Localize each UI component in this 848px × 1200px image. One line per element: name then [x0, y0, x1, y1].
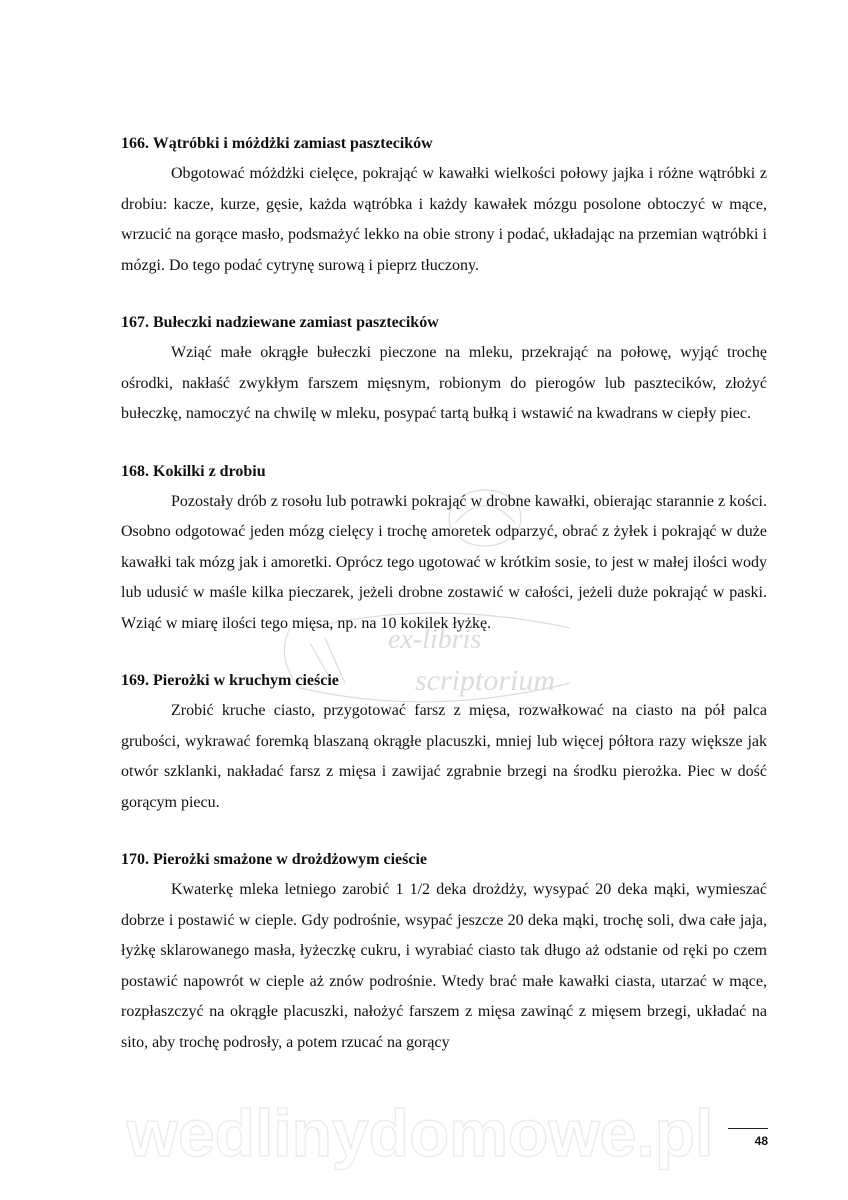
recipe-body: Wziąć małe okrągłe bułeczki pieczone na mleku, przekrająć na połowę, wyjąć trochę ośrodki, nakłaść zwykłym farszem mięsnym, robionym do pierogów lub pasztecików, złożyć bułeczkę, namoczyć na chwilę w mleku, posypać tartą bułką i wstawić na kwadrans w ciepły piec. [121, 344, 767, 422]
recipe-body: Zrobić kruche ciasto, przygotować farsz z mięsa, rozwałkować na ciasto na pół palca grubości, wykrawać foremką blaszaną okrągłe placuszki, mniej lub więcej półtora razy większe jak otwór szklanki, nakładać farsz z mięsa i zawijać zgrabnie brzegi na środku pierożka. Piec w dość gorącym piecu. [121, 702, 767, 811]
recipe-title: 167. Bułeczki nadziewane zamiast pasztecików [121, 314, 439, 331]
recipe-167 [121, 307, 767, 430]
recipe-166 [121, 128, 767, 281]
recipe-168 [121, 456, 767, 640]
stamp-line-scriptorium: scriptorium [415, 664, 556, 697]
recipe-body: Pozostały drób z rosołu lub potrawki pokrająć w drobne kawałki, obierając starannie z kości. Osobno odgotować jeden mózg cielęcy i trochę amoretek odparzyć, obrać z żyłek i pokrająć w duże kawałki tak mózg jak i amoretki. Oprócz tego ugotować w krótkim sosie, to jest w małej ilości wody lub udusić w maśle kilka pieczarek, jeżeli drobne zostawić w całości, jeżeli duże pokrająć w paski. Wziąć w miarę ilości tego mięsa, np. na 10 kokilek łyżkę. [121, 492, 767, 632]
recipe-body: Kwaterkę mleka letniego zarobić 1 1/2 deka drożdży, wysypać 20 deka mąki, wymieszać dobrze i postawić w cieple. Gdy podrośnie, wsypać jeszcze 20 deka mąki, trochę soli, dwa całe jaja, łyżkę sklarowanego masła, łyżeczkę cukru, i wyrabiać ciasto tak długo aż odstanie od ręki po czem postawić napowrót w cieple aż znów podrośnie. Wtedy brać małe kawałki ciasta, utarzać w mące, rozpłaszczyć na okrągłe placuszki, nałożyć farszem z mięsa zawinąć z mięsem brzegi, układać na sito, aby trochę podrosły, a potem rzucać na gorący [121, 881, 767, 1051]
recipe-170 [121, 844, 767, 1058]
main-content [121, 128, 767, 1058]
footer-rule [728, 1128, 768, 1129]
recipe-title: 169. Pierożki w kruchym cieście [121, 672, 339, 689]
recipe-title: 170. Pierożki smażone w drożdżowym cieście [121, 851, 428, 868]
page-number: 48 [754, 1134, 768, 1148]
site-watermark [100, 1088, 740, 1178]
stamp-line-exlibris: ex-libris [388, 624, 482, 655]
recipe-title: 166. Wątróbki i móżdżki zamiast pasztecików [121, 135, 433, 152]
site-watermark-text: wedlinydomowe.pl [126, 1096, 714, 1170]
recipe-body: Obgotować móżdżki cielęce, pokrająć w kawałki wielkości połowy jajka i różne wątróbki z drobiu: kacze, kurze, gęsie, każda wątróbka i każdy kawałek mózgu posolone obtoczyć w mące, wrzucić na gorące masło, podsmażyć lekko na obie strony i podać, układając na przemian wątróbki i mózgi. Do tego podać cytrynę surową i pieprz tłuczony. [121, 165, 767, 274]
recipe-title: 168. Kokilki z drobiu [121, 462, 266, 480]
recipe-169 [121, 665, 767, 818]
